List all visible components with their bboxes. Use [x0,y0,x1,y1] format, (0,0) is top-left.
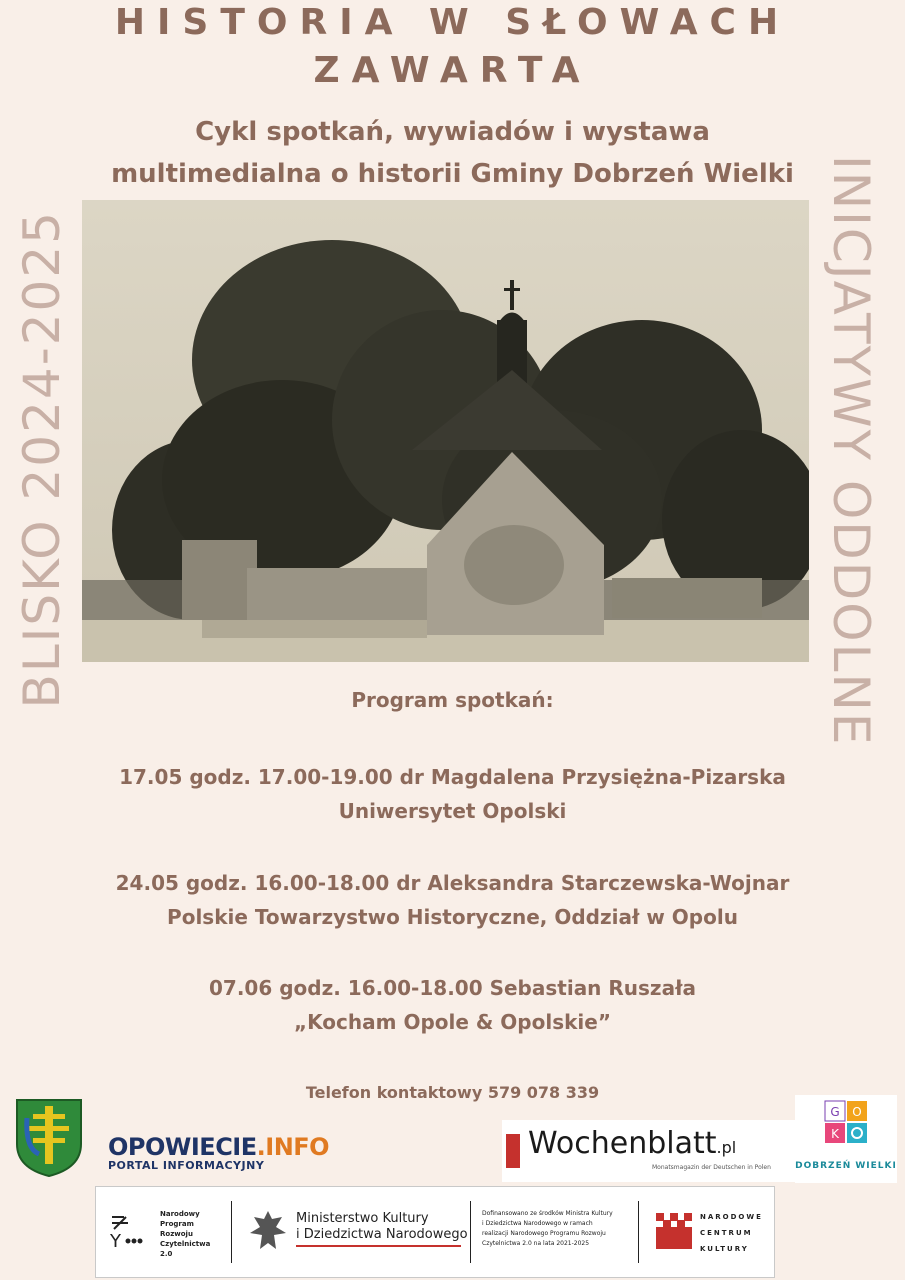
gok-label: DOBRZEŃ WIELKI [795,1161,897,1171]
gmina-crest-logo [15,1098,83,1178]
svg-text:O: O [852,1105,862,1119]
opowiecie-logo [108,1133,348,1178]
subtitle-line-2: multimedialna o historii Gminy Dobrzeń Wielki [111,159,794,189]
funding-note-line: Czytelnictwa 2.0 na lata 2021-2025 [482,1240,590,1247]
npr-label-line: Rozwoju [160,1230,193,1238]
nck-label-line: KULTURY [700,1245,749,1253]
sponsor-strip [95,1186,775,1278]
divider [231,1201,232,1263]
funding-note [482,1209,613,1249]
ministry-label-line: i Dziedzictwa Narodowego [296,1227,468,1242]
nck-logo-icon [656,1213,692,1249]
gok-emblem-icon [795,1095,897,1161]
divider [470,1201,471,1263]
program-item-line-2: Uniwersytet Opolski [338,799,567,823]
nck-label-line: CENTRUM [700,1229,753,1237]
wochenblatt-logo-text [528,1126,736,1161]
nck-label-line: NARODOWE [700,1213,763,1221]
ministry-label-line: Ministerstwo Kultury [296,1211,429,1226]
svg-text:G: G [830,1105,840,1119]
eagle-emblem-icon [248,1207,288,1257]
svg-text:K: K [831,1127,839,1141]
opowiecie-logo-text [108,1133,348,1161]
program-item [0,971,905,1039]
npr-logo-icon [110,1213,144,1253]
program-item [0,760,905,828]
side-label-right: INICJATYWY ODDOLNE [822,155,880,747]
svg-text:Y: Y [110,1231,121,1252]
wochenblatt-subtitle: Monatsmagazin der Deutschen in Polen [652,1164,771,1171]
subtitle-line-1: Cykl spotkań, wywiadów i wystawa [195,117,710,147]
program-item-line-1: 17.05 godz. 17.00-19.00 dr Magdalena Przysiężna-Pizarska [119,765,786,789]
title-line-1: HISTORIA W SŁOWACH [114,2,791,43]
npr-label-line: Narodowy [160,1210,200,1218]
npr-label-line: Program [160,1220,194,1228]
contact-phone: Telefon kontaktowy 579 078 339 [305,1083,600,1102]
wochenblatt-badge [506,1134,520,1168]
program-item-line-1: 07.06 godz. 16.00-18.00 Sebastian Ruszała [209,976,696,1000]
npr-label [160,1209,210,1259]
funding-note-line: realizacji Narodowego Programu Rozwoju [482,1230,606,1237]
church-photo-illustration [82,200,809,662]
program-item [0,866,905,934]
wochenblatt-domain: .pl [716,1138,737,1157]
opowiecie-subtitle: PORTAL INFORMACYJNY [108,1159,265,1172]
funding-note-line: Dofinansowano ze środków Ministra Kultury [482,1210,613,1217]
title-line-2: ZAWARTA [313,50,592,91]
nck-label [700,1209,763,1257]
opowiecie-name: OPOWIECIE [108,1133,257,1161]
program-item-line-2: „Kocham Opole & Opolskie” [294,1010,611,1034]
program-item-line-1: 24.05 godz. 16.00-18.00 dr Aleksandra Starczewska-Wojnar [115,871,790,895]
side-label-left: BLISKO 2024-2025 [13,210,71,709]
historic-photo [82,200,809,662]
divider [638,1201,639,1263]
funding-note-line: i Dziedzictwa Narodowego w ramach [482,1220,593,1227]
ministry-underline [296,1245,461,1247]
opowiecie-domain: .INFO [256,1133,330,1161]
crest-icon [15,1098,83,1178]
program-item-line-2: Polskie Towarzystwo Historyczne, Oddział w Opolu [167,905,738,929]
gok-logo [795,1095,897,1183]
wochenblatt-logo [502,1120,797,1182]
npr-label-line: 2.0 [160,1250,173,1258]
program-heading: Program spotkań: [351,688,554,712]
wochenblatt-name: Wochenblatt [528,1126,717,1161]
ministry-label [296,1211,468,1243]
npr-label-line: Czytelnictwa [160,1240,211,1248]
